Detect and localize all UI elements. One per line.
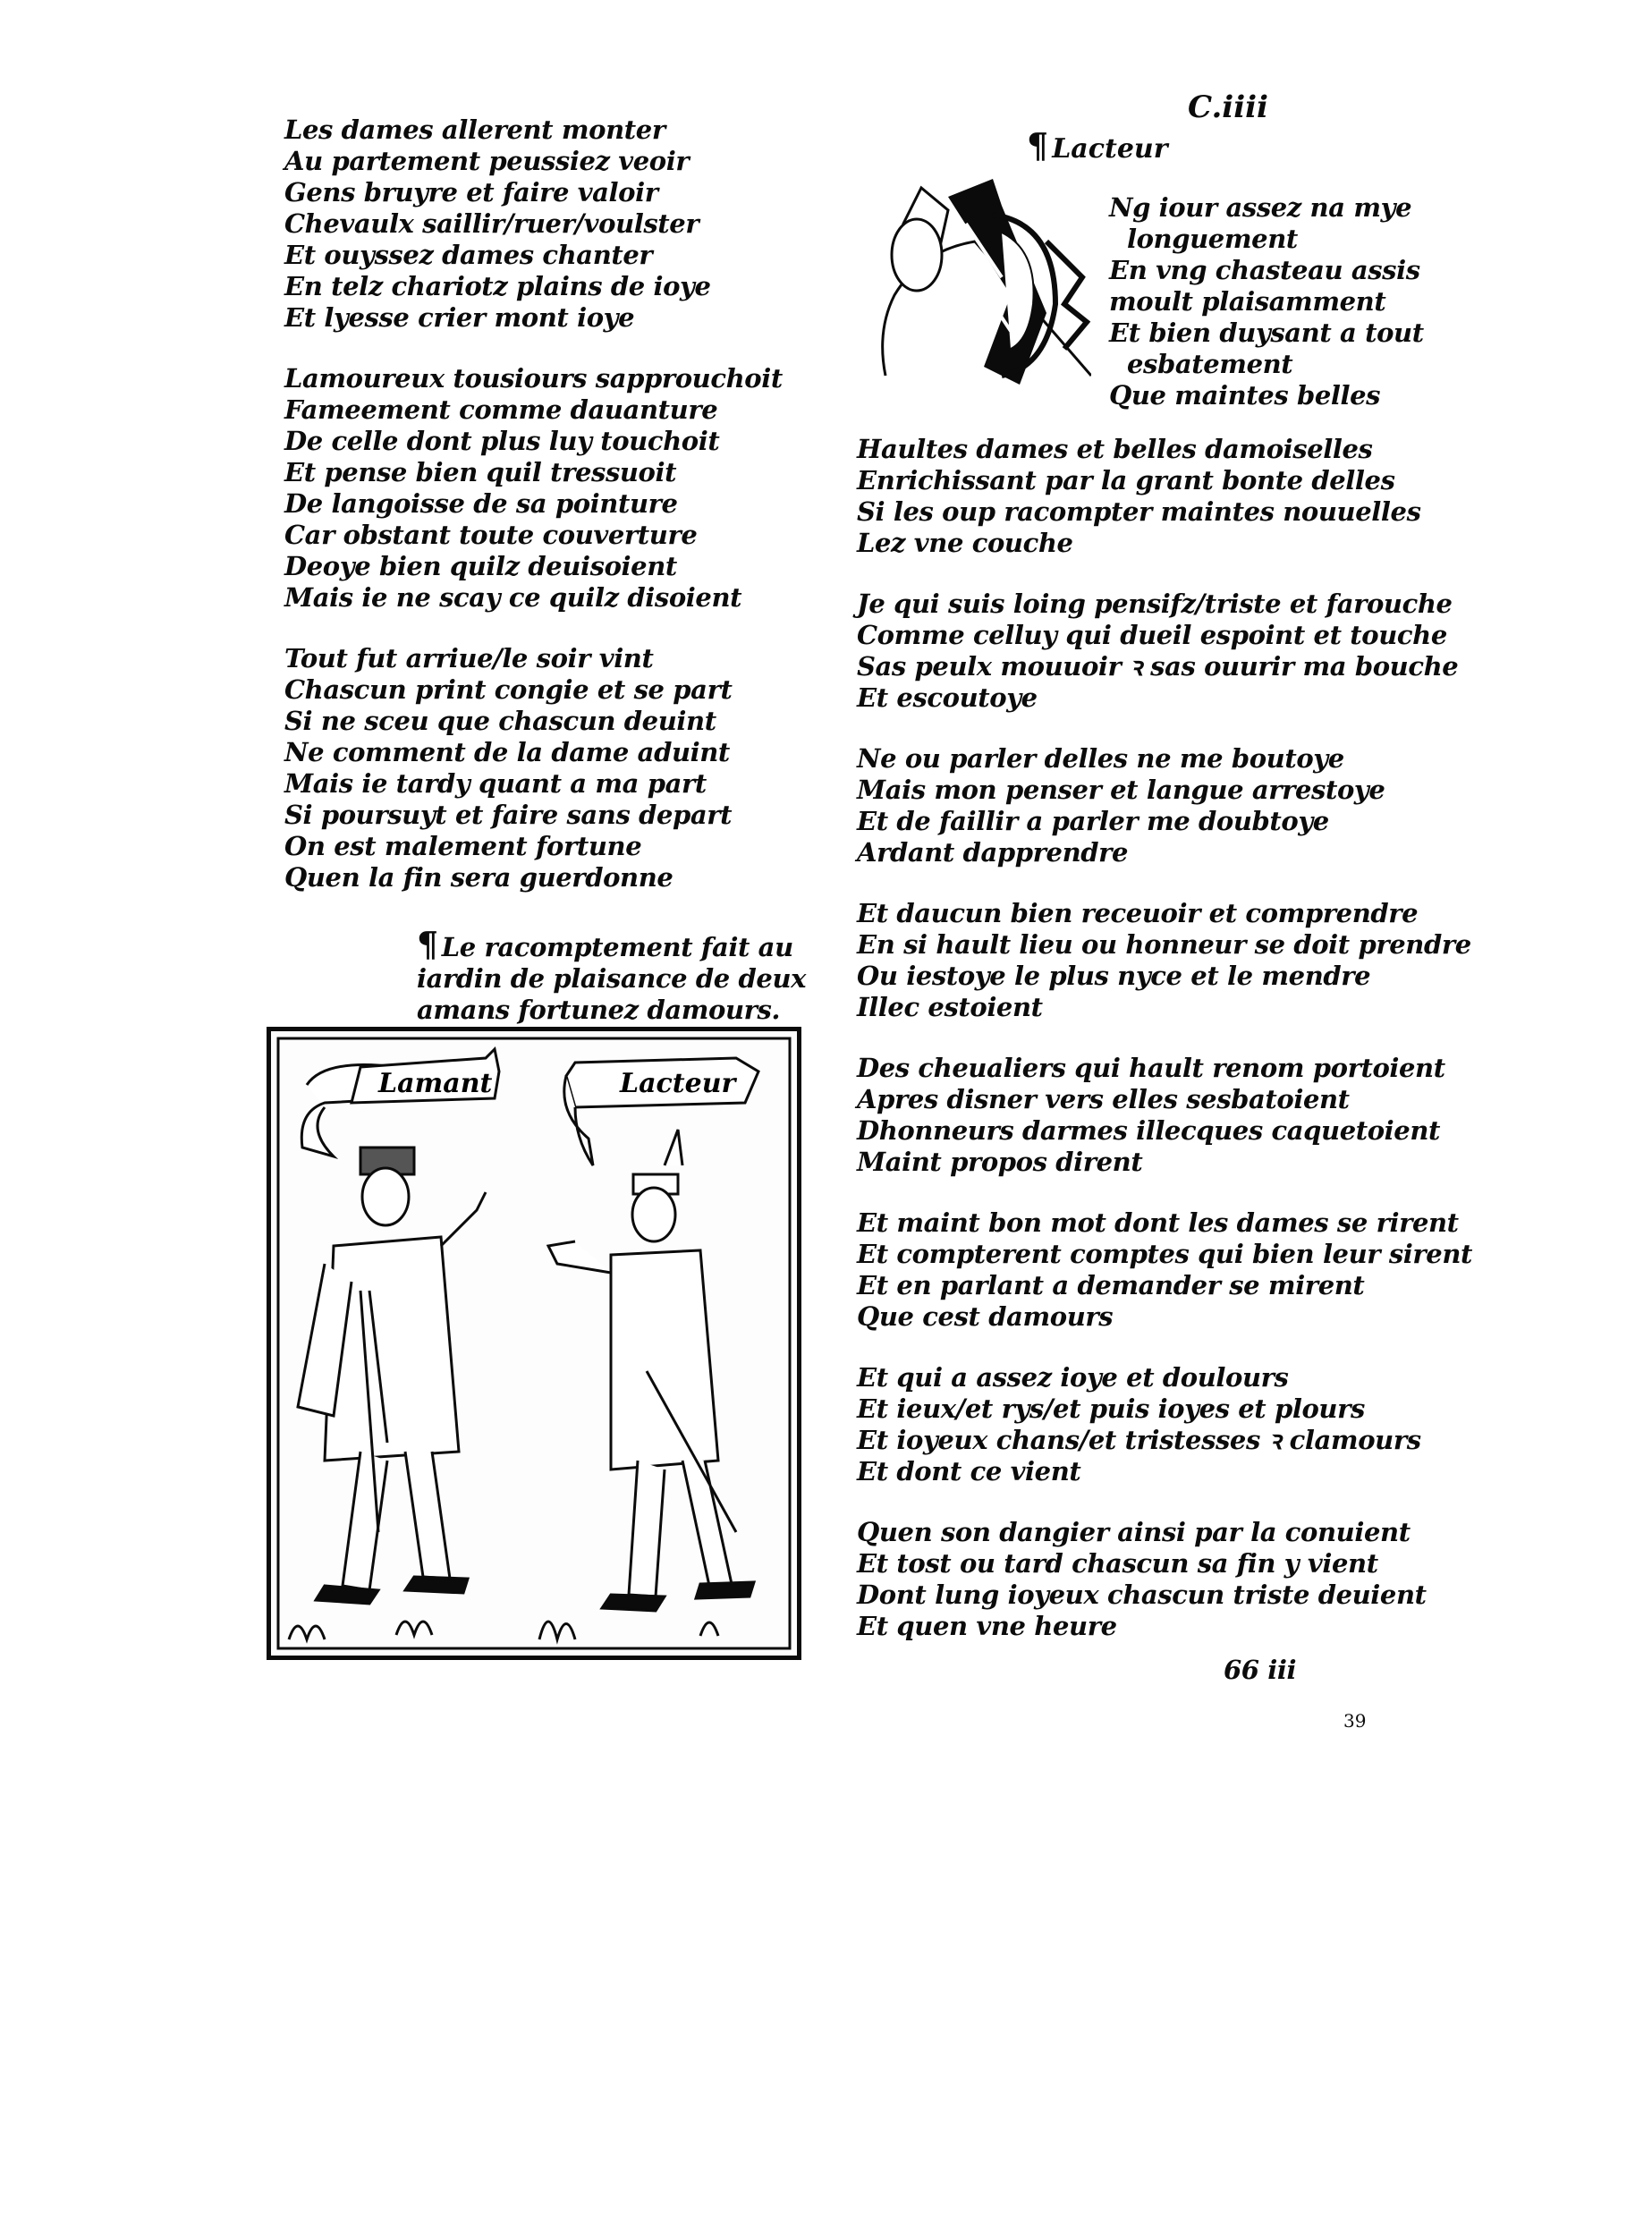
verse-line: Dont lung ioyeux chascun triste deuient (857, 1580, 1427, 1610)
verse-line: Si ne sceu que chascun deuint (284, 706, 716, 736)
verse-line: Ng iour assez na mye (1109, 192, 1412, 223)
verse-line: Haultes dames et belles damoiselles (857, 434, 1373, 464)
left-stanza-3 (284, 643, 857, 894)
right-stanza-5 (857, 1053, 1445, 1178)
decorated-initial-v-icon (868, 170, 1091, 394)
woodcut-heading (417, 924, 807, 1026)
verse-line: Et bien duysant a tout (1109, 318, 1424, 348)
verse-line: Si poursuyt et faire sans depart (284, 800, 733, 830)
speaker-heading (1027, 125, 1168, 165)
woodcut-heading-line-2: iardin de plaisance de deux (417, 963, 807, 994)
pilcrow-icon: ¶ (417, 924, 438, 964)
verse-line: longuement (1127, 224, 1298, 254)
pilcrow-icon: ¶ (1027, 125, 1049, 165)
verse-line: Maint propos dirent (857, 1147, 1143, 1177)
initial-verse-block (1109, 192, 1424, 411)
verse-line: Et de faillir a parler me doubtoye (857, 806, 1329, 836)
right-stanza-7 (857, 1362, 1421, 1487)
verse-line: Que cest damours (857, 1301, 1114, 1332)
verse-line: Et dont ce vient (857, 1456, 1081, 1486)
speaker-heading-text: Lacteur (1052, 133, 1168, 165)
woodcut-heading-line-3: amans fortunez damours. (417, 995, 781, 1025)
verse-line: Enrichissant par la grant bonte delles (857, 465, 1395, 495)
verse-line: Dhonneurs darmes illecques caquetoient (857, 1115, 1441, 1146)
verse-line: Comme celluy qui dueil espoint et touche (857, 620, 1447, 650)
left-stanza-1 (284, 114, 857, 334)
verse-line: Car obstant toute couverture (284, 520, 698, 550)
verse-line: On est malement fortune (284, 831, 642, 861)
verse-line: Et lyesse crier mont ioye (284, 302, 635, 333)
verse-line: Gens bruyre et faire valoir (284, 177, 658, 208)
right-stanza-8 (857, 1517, 1427, 1642)
verse-line: Et en parlant a demander se mirent (857, 1270, 1365, 1300)
woodcut-illustration (267, 1027, 801, 1660)
right-stanza-2 (857, 589, 1459, 714)
verse-line: Chevaulx saillir/ruer/voulster (284, 208, 699, 239)
verse-line: esbatement (1127, 349, 1293, 379)
woodcut-heading-line-1 (417, 924, 806, 964)
verse-line: Ne ou parler delles ne me boutoye (857, 743, 1344, 774)
verse-line: Sas peulx mouuoir ꝛ sas ouurir ma bouche (857, 651, 1459, 682)
verse-line: Ardant dapprendre (857, 837, 1129, 868)
verse-line: Et compterent comptes qui bien leur sirent (857, 1239, 1473, 1269)
verse-line: De celle dont plus luy touchoit (284, 426, 720, 456)
left-stanza-2 (284, 363, 857, 614)
verse-line: Deoye bien quilz deuisoient (284, 551, 677, 581)
right-stanza-1 (857, 434, 1421, 559)
banner-right-label: Lacteur (620, 1068, 736, 1099)
verse-line: Fameement comme dauanture (284, 394, 718, 425)
heading-text: Le racomptement fait au (441, 932, 793, 962)
right-stanza-3 (857, 743, 1385, 868)
verse-line: Illec estoient (857, 992, 1043, 1022)
verse-line: Lamoureux tousiours sapprouchoit (284, 363, 783, 394)
verse-line: Et qui a assez ioye et doulours (857, 1362, 1289, 1393)
verse-line: Au partement peussiez veoir (284, 146, 690, 176)
verse-line: Mais ie ne scay ce quilz disoient (284, 582, 742, 613)
verse-line: Et escoutoye (857, 682, 1038, 713)
left-column (284, 114, 857, 923)
verse-line: Tout fut arriue/le soir vint (284, 643, 654, 673)
sheet-signature: 66 iii (1224, 1655, 1297, 1685)
verse-line: De langoisse de sa pointure (284, 488, 678, 519)
verse-line: Et ouyssez dames chanter (284, 240, 653, 270)
verse-line: Si les oup racompter maintes nouuelles (857, 496, 1421, 527)
verse-line: Apres disner vers elles sesbatoient (857, 1084, 1350, 1114)
verse-line: En vng chasteau assis (1109, 255, 1420, 285)
verse-line: Chascun print congie et se part (284, 674, 733, 705)
verse-line: Je qui suis loing pensifz/triste et farouche (857, 589, 1453, 619)
verse-line: Et pense bien quil tressuoit (284, 457, 677, 487)
verse-line: Ou iestoye le plus nyce et le mendre (857, 961, 1371, 991)
woodcut-figures-icon (271, 1031, 797, 1656)
verse-line: Et quen vne heure (857, 1611, 1117, 1641)
banner-left-label: Lamant (378, 1068, 493, 1099)
verse-line: moult plaisamment (1109, 286, 1386, 317)
signature-mark: C.iiii (1188, 89, 1268, 125)
verse-line: Et tost ou tard chascun sa fin y vient (857, 1548, 1378, 1579)
verse-line: Des cheualiers qui hault renom portoient (857, 1053, 1445, 1083)
verse-line: Et ioyeux chans/et tristesses ꝛ clamours (857, 1425, 1421, 1455)
folio-number: 39 (1343, 1710, 1367, 1732)
verse-line: Quen la fin sera guerdonne (284, 862, 674, 893)
verse-line: Quen son dangier ainsi par la conuient (857, 1517, 1411, 1547)
verse-line: Ne comment de la dame aduint (284, 737, 730, 767)
right-stanza-6 (857, 1207, 1473, 1333)
verse-line: En si hault lieu ou honneur se doit prendre (857, 929, 1471, 960)
verse-line: Et ieux/et rys/et puis ioyes et plours (857, 1393, 1365, 1424)
right-column (857, 434, 1473, 1672)
verse-line: Les dames allerent monter (284, 114, 665, 145)
verse-line: En telz chariotz plains de ioye (284, 271, 711, 301)
verse-line: Mais ie tardy quant a ma part (284, 768, 707, 799)
verse-line: Mais mon penser et langue arrestoye (857, 775, 1385, 805)
decorated-initial (868, 170, 1091, 394)
verse-line: Lez vne couche (857, 528, 1073, 558)
verse-line: Et daucun bien receuoir et comprendre (857, 898, 1419, 928)
right-stanza-4 (857, 898, 1471, 1023)
verse-line: Et maint bon mot dont les dames se rirent (857, 1207, 1459, 1238)
verse-line: Que maintes belles (1109, 380, 1381, 411)
